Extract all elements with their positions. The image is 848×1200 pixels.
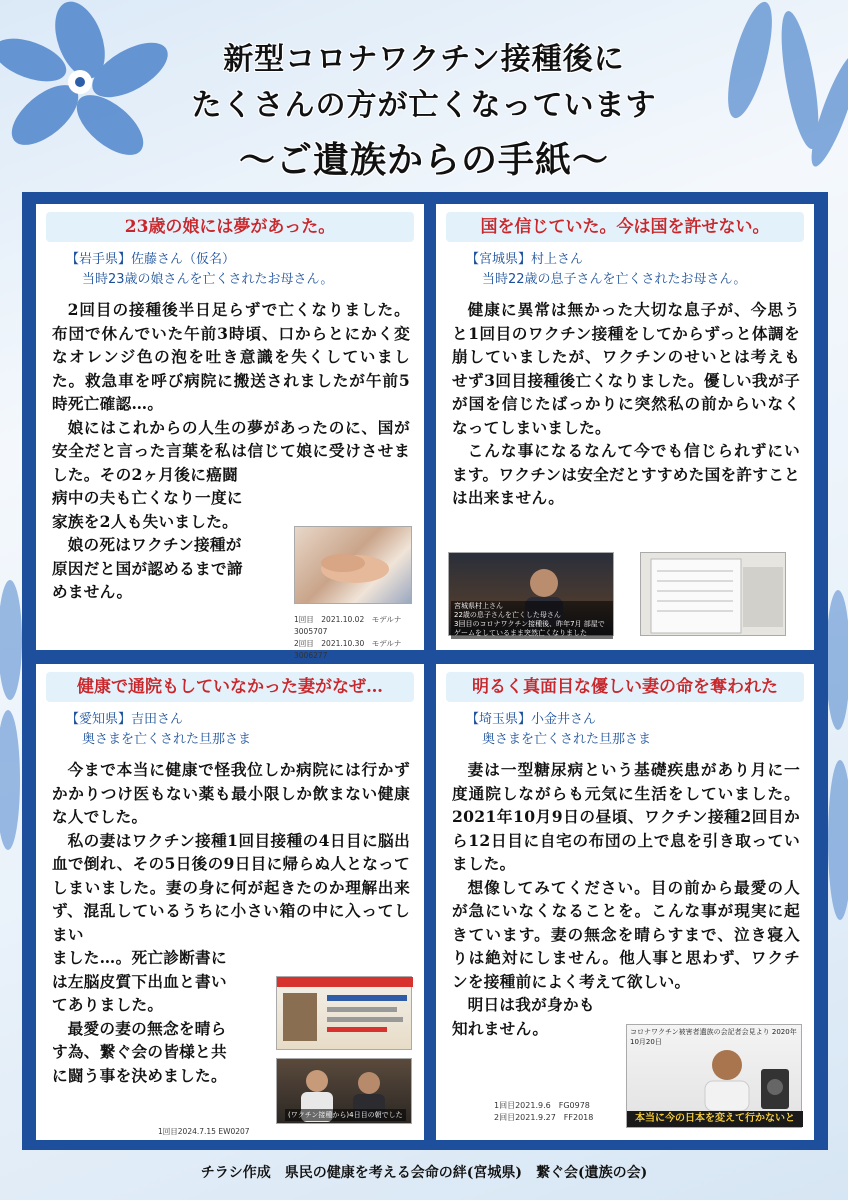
letter-title: 国を信じていた。今は国を許せない。: [446, 212, 804, 242]
letter-author: 【埼玉県】小金井さん: [466, 712, 597, 727]
tv-news-screenshot: [276, 976, 412, 1050]
letter-line: ました…。死亡診断書に: [52, 948, 227, 967]
tv-news-screenshot: [448, 552, 614, 636]
tv-caption-line: 宮城県村上さん: [454, 602, 503, 610]
letter-line: 家族を2人も失いました。: [52, 511, 238, 531]
letter-paragraph: 娘にはこれからの人生の夢があったのに、国が安全だと言った言葉を私は信じて娘に受けさせました。その2ヶ月後に癌闘: [52, 417, 410, 484]
headline-subtitle: 〜ご遺族からの手紙〜: [238, 140, 609, 181]
vaccination-dose: 1回目2021.9.6 FG0978: [494, 1101, 590, 1110]
letter-author: 【岩手県】佐藤さん（仮名）: [66, 252, 236, 267]
vaccination-dose: 2回目2021.9.27 FF2018: [494, 1113, 594, 1122]
press-conference-banner: 本当に今の日本を変えて行かないと: [627, 1111, 803, 1127]
letter-title: 23歳の娘には夢があった。: [46, 212, 414, 242]
letter-relation: 当時23歳の娘さんを亡くされたお母さん。: [82, 272, 334, 287]
hands-photo: [294, 526, 412, 604]
headline-line-2: たくさんの方が亡くなっています: [191, 88, 657, 123]
letter-paragraph: 今まで本当に健康で怪我位しか病院には行かずかかりつけ医もない薬も最小限しか飲まない健康な人でした。: [52, 760, 410, 826]
letter-title: 健康で通院もしていなかった妻がなぜ…: [46, 672, 414, 702]
tv-caption-line: 3回目のコロナワクチン接種後、昨年7月 部屋でゲームをしているまま突然亡くなりました: [454, 620, 605, 637]
letter-panel-saitama: [436, 664, 814, 1140]
letter-panel-miyagi: [436, 204, 814, 650]
header: [0, 0, 848, 190]
letter-body: [452, 298, 800, 510]
letter-line: 最愛の妻の無念を晴ら: [67, 1018, 227, 1038]
letter-relation: 奥さまを亡くされた旦那さま: [482, 732, 652, 747]
letter-paragraph: 私の妻はワクチン接種1回目接種の4日目に脳出血で倒れ、その5日後の9日目に帰らぬ人となってしまいました。妻の身に何が起きたのか理解出来ず、混乱しているうちに小さい箱の中に入ってしまい: [52, 830, 410, 944]
headline-line-1: 新型コロナワクチン接種後に: [223, 42, 625, 77]
letter-line: 病中の夫も亡くなり一度に: [52, 488, 243, 507]
letter-paragraph: 健康に異常は無かった大切な息子が、今思うと1回目のワクチン接種をしてからずっと体調を崩していましたが、ワクチンのせいとは考えもせず3回目接種後亡くなりました。優しい我が子が国を信じたばっかりに突然私の前からいなくなってしまいました。: [452, 300, 800, 437]
vaccination-record: 1回目2024.7.15 EW0207: [158, 1127, 250, 1136]
tv-caption: [451, 601, 613, 639]
letter-panel-iwate: [36, 204, 424, 660]
letter-line: は左脳皮質下出血と書い: [52, 971, 227, 991]
letter-line: てありました。: [52, 995, 164, 1014]
letter-paragraph: 想像してみてください。目の前から最愛の人が急にいなくなることを。こんな事が現実に起きています。妻の無念を晴らすまで、泣き寝入りは絶対にしません。他人事と思わず、ワクチンを接種前によく考えて欲しい。: [452, 877, 800, 991]
tv-caption-line: 22歳の息子さんを亡くした母さん: [454, 611, 561, 619]
vaccination-record: [294, 614, 424, 662]
letter-relation: 奥さまを亡くされた旦那さま: [82, 732, 252, 747]
letter-paragraph: 2回目の接種後半日足らずで亡くなりました。布団で休んでいた午前3時頃、口からとにかく変なオレンジ色の泡を吐き意識を失くしていました。救急車を呼び病院に搬送されましたが午前5時死亡確認…。: [52, 300, 410, 413]
document-icon: [641, 553, 787, 637]
hands-icon: [295, 527, 413, 605]
letter-line: 知れません。: [452, 1018, 549, 1038]
press-conference-label: コロナワクチン被害者遺族の会記者会見より 2020年10月20日: [630, 1028, 797, 1046]
letter-panel-aichi: [36, 664, 424, 1140]
letter-line: す為、繋ぐ会の皆様と共: [52, 1042, 227, 1061]
vaccination-dose: 2回目 2021.10.30 モデルナ 3006277: [294, 639, 402, 660]
press-conference-photo: [626, 1024, 802, 1128]
letter-title: 明るく真面目な優しい妻の命を奪われた: [446, 672, 804, 702]
vaccination-dose: 1回目 2021.10.02 モデルナ 3005707: [294, 615, 402, 636]
letter-line: 娘の死はワクチン接種が: [67, 535, 242, 554]
letter-paragraph: 妻は一型糖尿病という基礎疾患があり月に一度通院しながらも元気に生活をしていました。2021年10月9日の昼頃、ワクチン接種2回目から12日目に自宅の布団の上で息を引き取っていました。: [452, 760, 801, 873]
letter-line: に闘う事を決めました。: [52, 1065, 227, 1085]
interview-caption: (ワクチン接種から)4日目の朝でした: [285, 1109, 406, 1121]
letter-body: [452, 758, 800, 1040]
letter-relation: 当時22歳の息子さんを亡くされたお母さん。: [482, 272, 747, 287]
letter-paragraph: こんな事になるなんて今でも信じられずにいます。ワクチンは安全だとすすめた国を許すことは出来ません。: [452, 441, 800, 507]
letter-author: 【宮城県】村上さん: [466, 252, 584, 267]
letter-line: 原因だと国が認めるまで諦: [52, 558, 243, 578]
news-graphic-icon: [277, 977, 413, 1051]
interview-photo: [276, 1058, 412, 1124]
letter-line: めません。: [52, 582, 133, 601]
document-photo: [640, 552, 786, 636]
vaccination-record: [494, 1100, 593, 1124]
letter-line: 明日は我が身かも: [467, 995, 595, 1014]
letter-author: 【愛知県】吉田さん: [66, 712, 184, 727]
flyer-credit: チラシ作成 県民の健康を考える会命の絆(宮城県) 繋ぐ会(遺族の会): [200, 1165, 648, 1181]
